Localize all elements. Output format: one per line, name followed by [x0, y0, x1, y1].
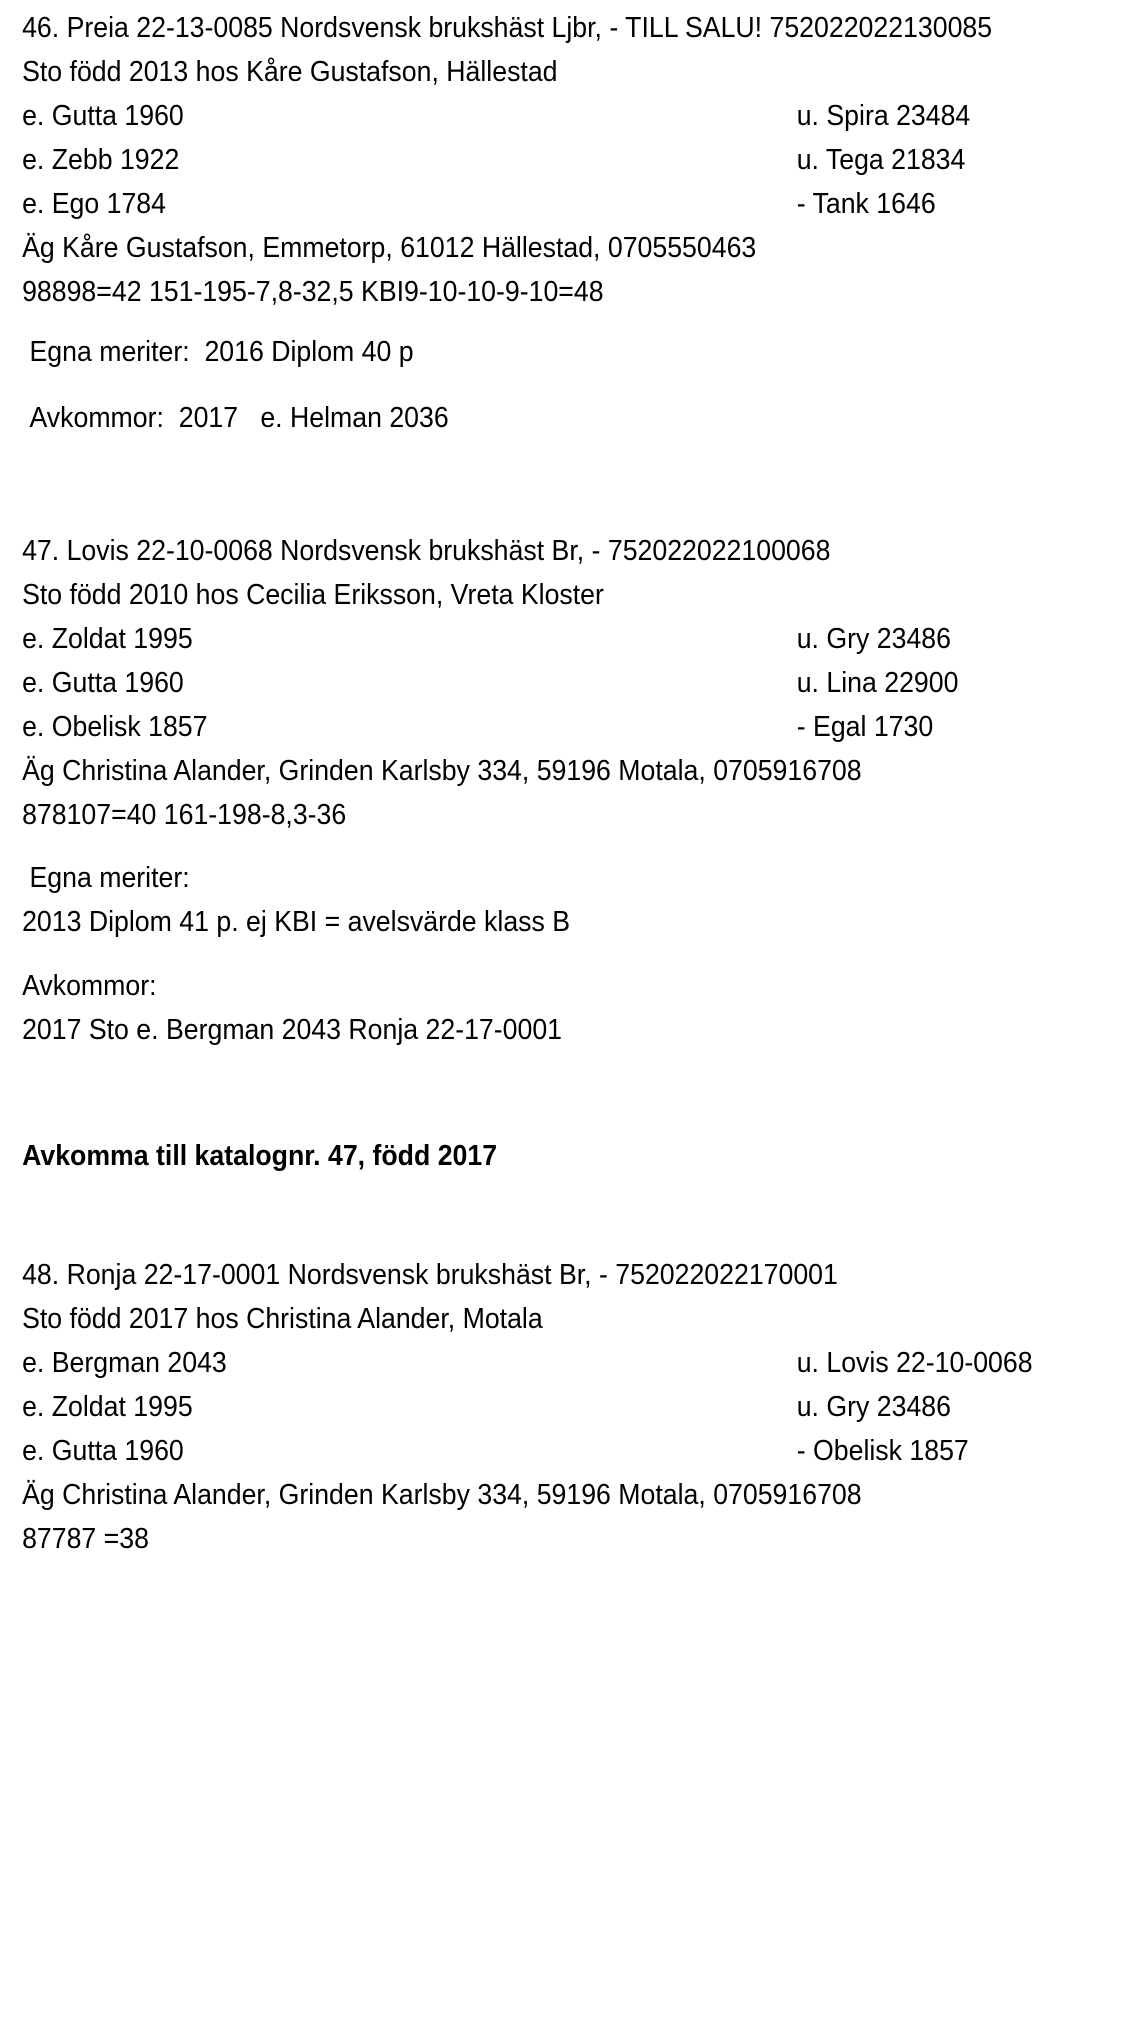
pedigree-right: u. Gry 23486	[796, 623, 951, 655]
blank-line	[22, 374, 1140, 396]
entry-48-pedigree-row-1	[22, 1341, 1140, 1385]
blank-line	[22, 944, 1140, 964]
pedigree-left: e. Zoldat 1995	[22, 1391, 193, 1423]
blank-line	[22, 1178, 1140, 1253]
entry-46-scores: 98898=42 151-195-7,8-32,5 KBI9-10-10-9-10=48	[22, 276, 604, 308]
entry-47-scores: 878107=40 161-198-8,3-36	[22, 799, 347, 831]
entry-48-pedigree-row-3	[22, 1429, 1140, 1473]
entry-47-pedigree-row-3	[22, 705, 1140, 749]
pedigree-left: e. Bergman 2043	[22, 1347, 227, 1379]
blank-line	[22, 837, 1140, 856]
entry-47-offspring-result: 2017 Sto e. Bergman 2043 Ronja 22-17-0001	[22, 1014, 563, 1046]
blank-line	[22, 314, 1140, 330]
entry-46-owner: Äg Kåre Gustafson, Emmetorp, 61012 Hällestad, 0705550463	[22, 232, 757, 264]
entry-47-merits-label: Egna meriter:	[22, 862, 190, 894]
pedigree-right: u. Tega 21834	[796, 144, 966, 176]
pedigree-right: - Tank 1646	[796, 188, 936, 220]
entry-48-title: 48. Ronja 22-17-0001 Nordsvensk brukshäst Br, - 752022022170001	[22, 1259, 838, 1291]
blank-line	[22, 1052, 1140, 1134]
entry-48-pedigree-row-2	[22, 1385, 1140, 1429]
entry-46-title: 46. Preia 22-13-0085 Nordsvensk brukshäst Ljbr, - TILL SALU! 752022022130085	[22, 12, 993, 44]
pedigree-left: e. Zebb 1922	[22, 144, 180, 176]
pedigree-left: e. Gutta 1960	[22, 1435, 184, 1467]
pedigree-left: e. Ego 1784	[22, 188, 166, 220]
pedigree-right: u. Lovis 22-10-0068	[796, 1347, 1033, 1379]
entry-47-owner: Äg Christina Alander, Grinden Karlsby 334, 59196 Motala, 0705916708	[22, 755, 862, 787]
pedigree-left: e. Gutta 1960	[22, 100, 184, 132]
entry-46-pedigree-row-1	[22, 94, 1140, 138]
blank-line	[22, 440, 1140, 529]
entry-48-owner: Äg Christina Alander, Grinden Karlsby 334, 59196 Motala, 0705916708	[22, 1479, 862, 1511]
entry-47-breeder: Sto född 2010 hos Cecilia Eriksson, Vreta Kloster	[22, 579, 604, 611]
entry-46-offspring: Avkommor: 2017 e. Helman 2036	[22, 402, 449, 434]
pedigree-right: u. Lina 22900	[796, 667, 959, 699]
entry-48-scores: 87787 =38	[22, 1523, 149, 1555]
pedigree-left: e. Zoldat 1995	[22, 623, 193, 655]
entry-46-pedigree-row-2	[22, 138, 1140, 182]
entry-47-offspring-label: Avkommor:	[22, 970, 157, 1002]
pedigree-right: - Obelisk 1857	[796, 1435, 969, 1467]
offspring-note: Avkomma till katalognr. 47, född 2017	[22, 1140, 498, 1172]
pedigree-right: u. Spira 23484	[796, 100, 971, 132]
pedigree-right: - Egal 1730	[796, 711, 934, 743]
entry-47-merits-result: 2013 Diplom 41 p. ej KBI = avelsvärde klass B	[22, 906, 571, 938]
entry-46-pedigree-row-3	[22, 182, 1140, 226]
pedigree-left: e. Gutta 1960	[22, 667, 184, 699]
entry-47-pedigree-row-2	[22, 661, 1140, 705]
entry-46-merits: Egna meriter: 2016 Diplom 40 p	[22, 336, 414, 368]
entry-47-pedigree-row-1	[22, 617, 1140, 661]
entry-46-breeder: Sto född 2013 hos Kåre Gustafson, Hällestad	[22, 56, 558, 88]
entry-48-breeder: Sto född 2017 hos Christina Alander, Motala	[22, 1303, 543, 1335]
pedigree-right: u. Gry 23486	[796, 1391, 951, 1423]
entry-47-title: 47. Lovis 22-10-0068 Nordsvensk brukshäst Br, - 752022022100068	[22, 535, 831, 567]
pedigree-left: e. Obelisk 1857	[22, 711, 208, 743]
